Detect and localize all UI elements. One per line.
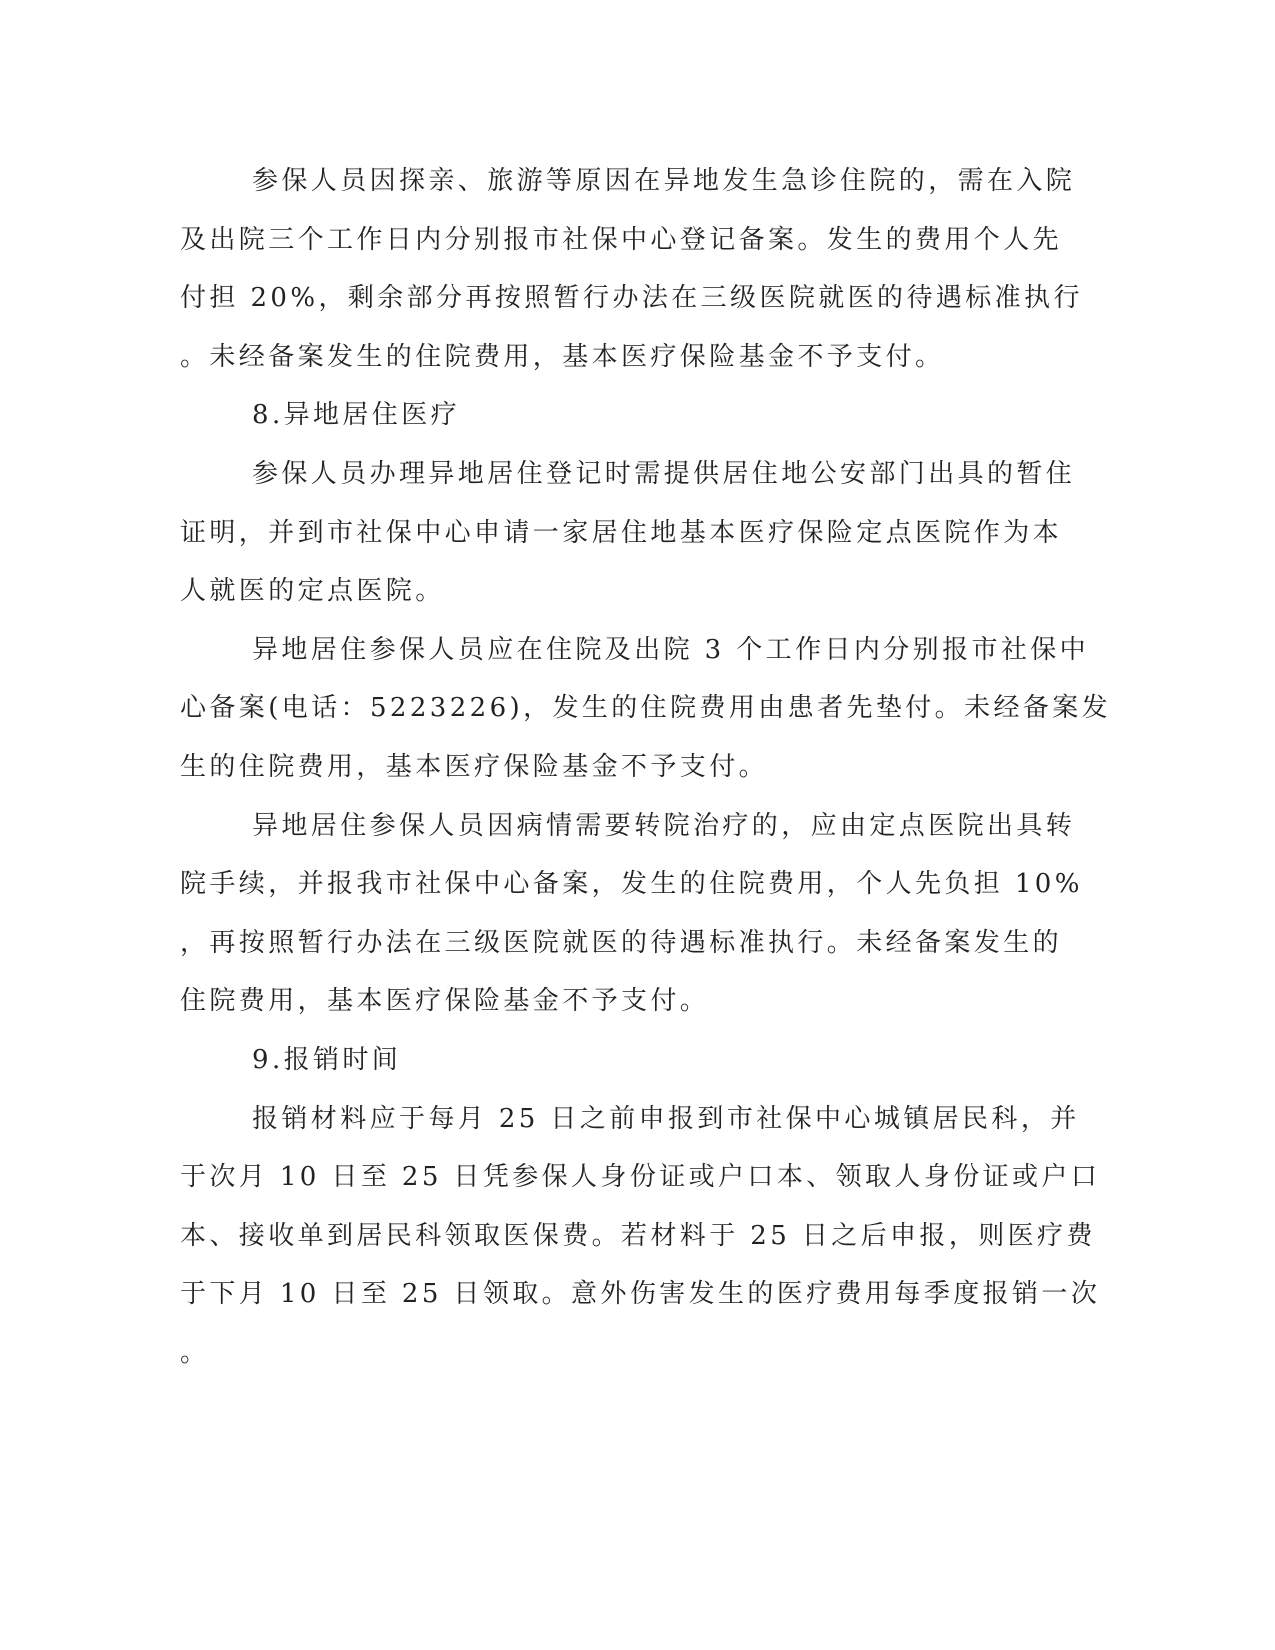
text-line: 付担 20%，剩余部分再按照暂行办法在三级医院就医的待遇标准执行: [180, 283, 1083, 314]
text-line: 参保人员办理异地居住登记时需提供居住地公安部门出具的暂住: [252, 458, 1076, 489]
paragraph-reimbursement-time: [180, 1090, 1101, 1383]
text-line: 报销材料应于每月 25 日之前申报到市社保中心城镇居民科，并: [252, 1103, 1080, 1134]
text-line: 。未经备案发生的住院费用，基本医疗保险基金不予支付。: [180, 341, 945, 372]
paragraph-emergency-out-of-town: [180, 152, 1083, 386]
paragraph-hospital-transfer: [180, 797, 1083, 1031]
text-line: 及出院三个工作日内分别报市社保中心登记备案。发生的费用个人先: [180, 224, 1063, 255]
text-line: 人就医的定点医院。: [180, 576, 445, 607]
section-heading-8: 8.异地居住医疗: [252, 400, 461, 431]
text-line: 院手续，并报我市社保中心备案，发生的住院费用，个人先负担 10%: [180, 869, 1083, 900]
text-line: ，再按照暂行办法在三级医院就医的待遇标准执行。未经备案发生的: [180, 927, 1063, 958]
section-heading-9: 9.报销时间: [252, 1044, 402, 1075]
text-line: 。: [180, 1337, 210, 1368]
paragraph-residence-registration: [180, 445, 1076, 621]
text-line: 本、接收单到居民科领取医保费。若材料于 25 日之后申报，则医疗费: [180, 1220, 1096, 1251]
text-line: 异地居住参保人员应在住院及出院 3 个工作日内分别报市社保中: [252, 634, 1090, 665]
text-line: 于次月 10 日至 25 日凭参保人身份证或户口本、领取人身份证或户口: [180, 1162, 1101, 1193]
text-line: 生的住院费用，基本医疗保险基金不予支付。: [180, 751, 769, 782]
document-page: [180, 152, 1112, 1382]
text-line: 心备案(电话：5223226)，发生的住院费用由患者先垫付。未经备案发: [180, 693, 1112, 724]
paragraph-hospital-filing: [180, 621, 1112, 797]
text-line: 证明，并到市社保中心申请一家居住地基本医疗保险定点医院作为本: [180, 517, 1063, 548]
text-line: 于下月 10 日至 25 日领取。意外伤害发生的医疗费用每季度报销一次: [180, 1279, 1101, 1310]
text-line: 住院费用，基本医疗保险基金不予支付。: [180, 986, 710, 1017]
text-line: 异地居住参保人员因病情需要转院治疗的，应由定点医院出具转: [252, 810, 1076, 841]
text-line: 参保人员因探亲、旅游等原因在异地发生急诊住院的，需在入院: [252, 166, 1076, 196]
